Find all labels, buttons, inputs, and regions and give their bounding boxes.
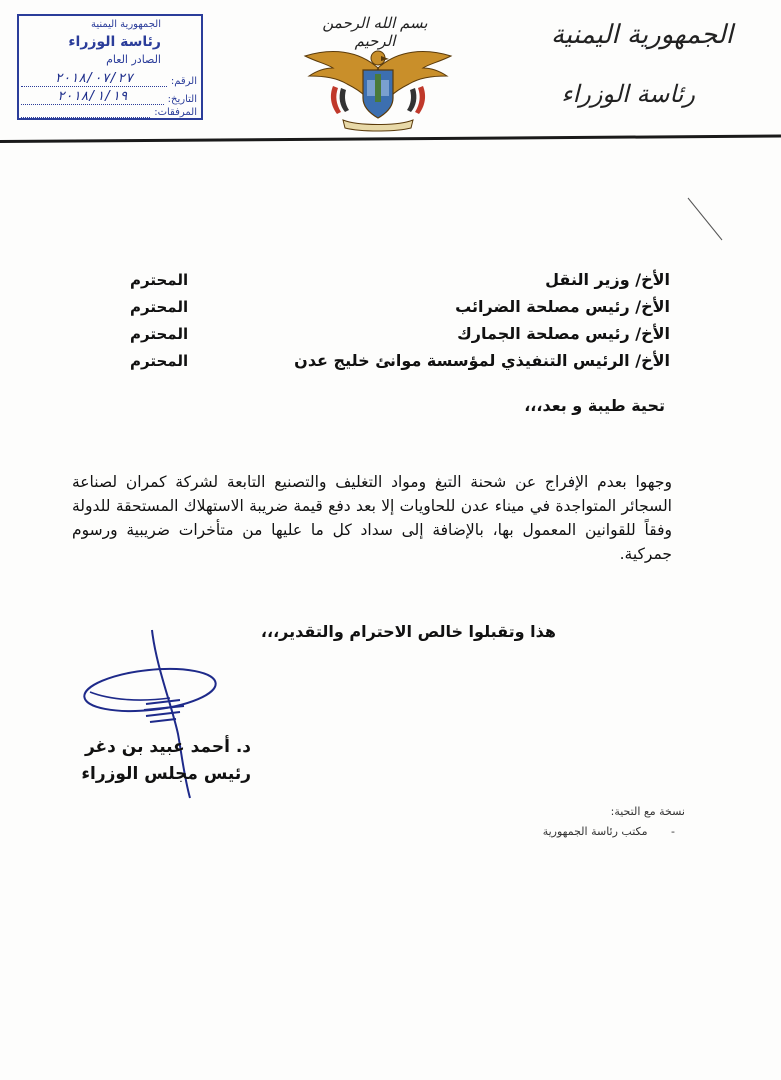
signer-block	[81, 734, 251, 788]
letterhead-cabinet: رئاسة الوزراء	[561, 80, 695, 108]
addressee-name: الأخ/ الرئيس التنفيذي لمؤسسة موانئ خليج عدن	[294, 351, 670, 370]
addressee-name: الأخ/ وزير النقل	[545, 270, 670, 289]
signer-title: رئيس مجلس الوزراء	[81, 764, 251, 784]
letter-body: وجهوا بعدم الإفراج عن شحنة التبغ ومواد التغليف والتصنيع التابعة لشركة كمران لصناعة السجائر المتواجدة في ميناء عدن للحاويات إلا بعد دفع قيمة ضريبة الاستهلاك المستحقة للدولة وفقاً للقوانين المعمول بها، بالإضافة إلى سداد كل ما عليها من متأخرات ضريبية ورسوم جمركية.	[72, 473, 672, 563]
stamp-authority: الجمهورية اليمنية	[90, 19, 161, 30]
basmala: بسم الله الرحمن الرحيم	[322, 14, 428, 50]
addressee-honorific: المحترم	[130, 297, 189, 316]
copy-item-dash: -	[671, 825, 675, 838]
addressee-row	[130, 320, 670, 347]
stamp-number-label: الرقم:	[170, 76, 197, 87]
closing-line: هذا وتقبلوا خالص الاحترام والتقدير،،،	[260, 622, 556, 641]
stamp-outgoing-label: الصادر العام	[106, 53, 161, 66]
stamp-attachments-row	[21, 107, 197, 118]
addressee-row	[130, 266, 670, 293]
addressee-list	[130, 266, 670, 374]
stamp-number-value: ٢٠١٨/٠٧/٢٧	[21, 71, 167, 87]
registry-stamp	[17, 14, 203, 120]
signer-name: د. أحمد عبيد بن دغر	[84, 737, 251, 757]
copy-to-block	[543, 802, 685, 842]
addressee-row	[130, 293, 670, 320]
stamp-date-value: ٢٠١٨/١/١٩	[21, 89, 164, 105]
addressee-name: الأخ/ رئيس مصلحة الجمارك	[457, 324, 670, 343]
stamp-date-row	[21, 89, 197, 105]
greeting: تحية طيبة و بعد،،،	[524, 396, 665, 415]
addressee-honorific: المحترم	[130, 351, 189, 370]
header-divider	[0, 135, 781, 143]
stamp-attachments-value	[21, 117, 150, 118]
copy-item	[543, 822, 675, 842]
addressee-name: الأخ/ رئيس مصلحة الضرائب	[455, 297, 670, 316]
addressee-row	[130, 347, 670, 374]
letterhead-republic: الجمهورية اليمنية	[550, 20, 733, 50]
stamp-attachments-label: المرفقات:	[154, 107, 197, 118]
copy-item-label: مكتب رئاسة الجمهورية	[542, 825, 648, 838]
pen-stroke-mark	[686, 196, 726, 244]
copy-heading: نسخة مع التحية:	[610, 805, 685, 818]
stamp-date-label: التاريخ:	[167, 94, 197, 105]
addressee-honorific: المحترم	[130, 324, 189, 343]
stamp-organization: رئاسة الوزراء	[68, 34, 161, 50]
eagle-emblem-icon	[303, 40, 453, 132]
addressee-honorific: المحترم	[130, 270, 189, 289]
stamp-number-row	[21, 71, 197, 87]
